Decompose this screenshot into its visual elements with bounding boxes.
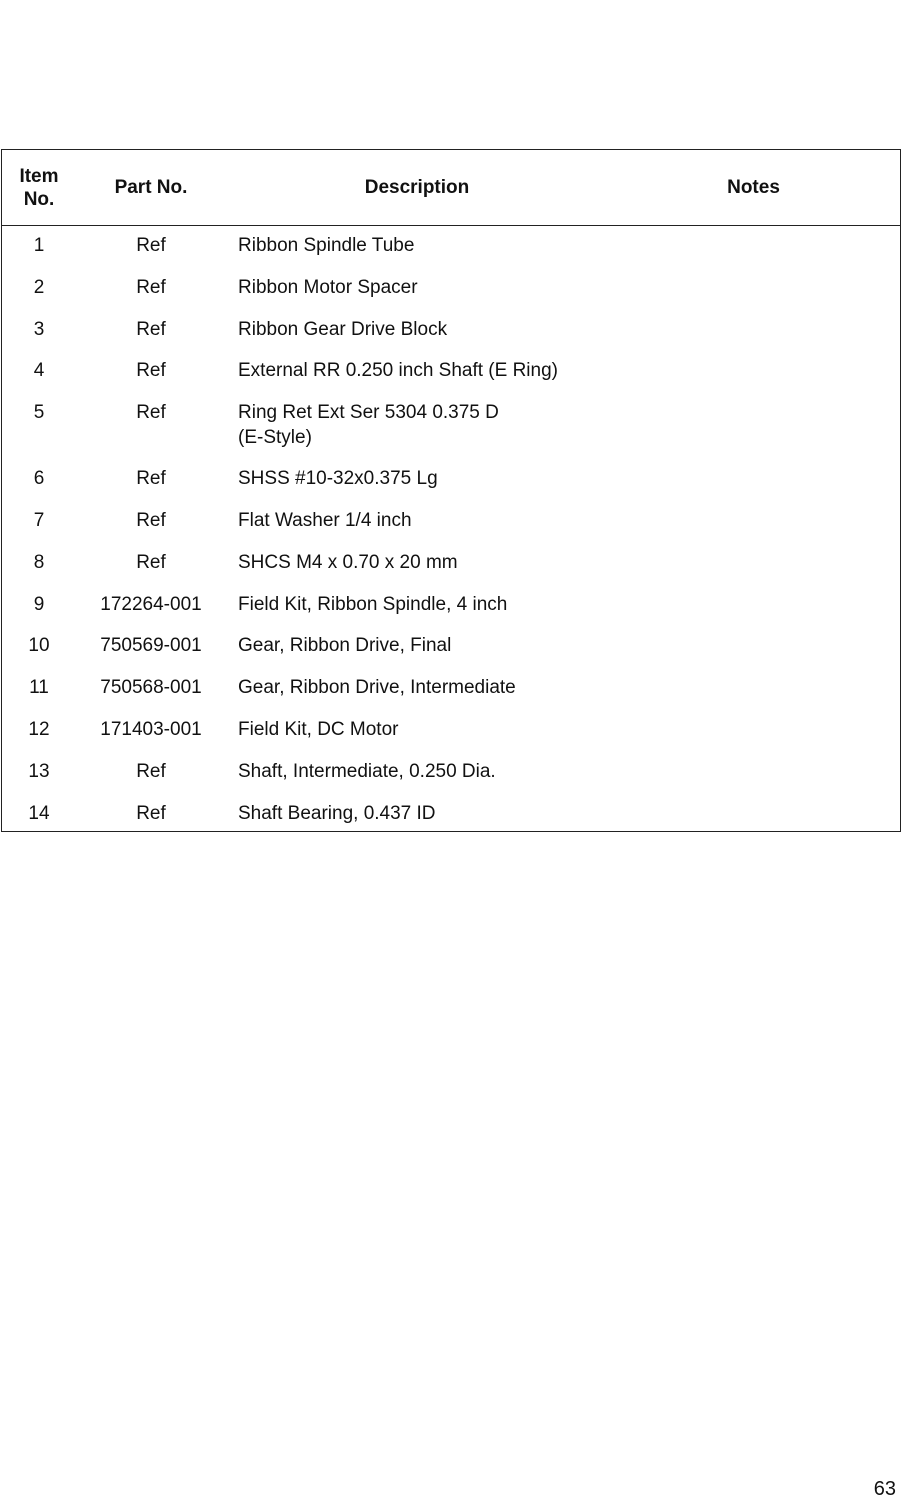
table-row xyxy=(2,226,900,268)
part-no-cell: 172264-001 xyxy=(100,593,202,615)
table-row xyxy=(2,310,900,352)
part-no-cell: Ref xyxy=(136,468,166,490)
item-no-cell: 9 xyxy=(33,593,45,615)
part-no-cell: 750568-001 xyxy=(100,677,202,699)
item-no-cell: 1 xyxy=(33,235,45,256)
description-cell: Field Kit, DC Motor xyxy=(238,718,399,740)
item-no-cell: 8 xyxy=(33,551,45,573)
header-description-label: Description xyxy=(364,177,470,198)
table-row xyxy=(2,626,900,668)
page-number: 63 xyxy=(873,1478,896,1500)
item-no-cell: 13 xyxy=(28,760,50,782)
description-cell: Gear, Ribbon Drive, Intermediate xyxy=(238,677,516,699)
header-part-no xyxy=(86,150,216,225)
part-no-cell: Ref xyxy=(136,402,166,424)
header-item-no-label: Item No. xyxy=(19,165,59,210)
header-item-no xyxy=(2,150,76,225)
description-cell: Ribbon Spindle Tube xyxy=(238,235,415,256)
item-no-cell: 7 xyxy=(33,509,45,531)
header-part-no-label: Part No. xyxy=(114,177,188,198)
item-no-cell: 12 xyxy=(28,718,50,740)
part-no-cell: 750569-001 xyxy=(100,635,202,657)
table-header-row xyxy=(2,150,900,226)
description-cell: SHCS M4 x 0.70 x 20 mm xyxy=(238,551,458,573)
parts-table xyxy=(1,149,901,832)
part-no-cell: Ref xyxy=(136,360,166,382)
part-no-cell: Ref xyxy=(136,235,166,256)
description-cell: Ribbon Motor Spacer xyxy=(238,276,418,298)
part-no-cell: Ref xyxy=(136,802,166,824)
item-no-cell: 6 xyxy=(33,468,45,490)
part-no-cell: Ref xyxy=(136,760,166,782)
table-row xyxy=(2,459,900,501)
table-row xyxy=(2,351,900,393)
item-no-cell: 10 xyxy=(28,635,50,657)
description-cell: Ring Ret Ext Ser 5304 0.375 D (E-Style) xyxy=(238,402,499,449)
table-row xyxy=(2,668,900,710)
table-row xyxy=(2,585,900,627)
description-cell: Flat Washer 1/4 inch xyxy=(238,509,412,531)
table-row xyxy=(2,710,900,752)
description-cell: External RR 0.250 inch Shaft (E Ring) xyxy=(238,360,558,382)
item-no-cell: 2 xyxy=(33,276,45,298)
part-no-cell: Ref xyxy=(136,509,166,531)
description-cell: SHSS #10-32x0.375 Lg xyxy=(238,468,438,490)
item-no-cell: 11 xyxy=(29,677,49,699)
header-description xyxy=(232,150,602,225)
table-row xyxy=(2,501,900,543)
table-row xyxy=(2,268,900,310)
header-notes-label: Notes xyxy=(727,177,780,198)
description-cell: Shaft Bearing, 0.437 ID xyxy=(238,802,436,824)
part-no-cell: Ref xyxy=(136,318,166,340)
table-row xyxy=(2,752,900,794)
table-row xyxy=(2,393,900,459)
table-row xyxy=(2,543,900,585)
item-no-cell: 14 xyxy=(28,802,50,824)
description-cell: Field Kit, Ribbon Spindle, 4 inch xyxy=(238,593,508,615)
item-no-cell: 4 xyxy=(33,360,45,382)
header-notes xyxy=(672,150,835,225)
part-no-cell: 171403-001 xyxy=(100,718,202,740)
description-cell: Ribbon Gear Drive Block xyxy=(238,318,448,340)
part-no-cell: Ref xyxy=(136,551,166,573)
description-cell: Gear, Ribbon Drive, Final xyxy=(238,635,452,657)
item-no-cell: 5 xyxy=(33,402,45,424)
part-no-cell: Ref xyxy=(136,276,166,298)
item-no-cell: 3 xyxy=(33,318,45,340)
description-cell: Shaft, Intermediate, 0.250 Dia. xyxy=(238,760,496,782)
table-body xyxy=(2,226,900,835)
table-row xyxy=(2,794,900,836)
